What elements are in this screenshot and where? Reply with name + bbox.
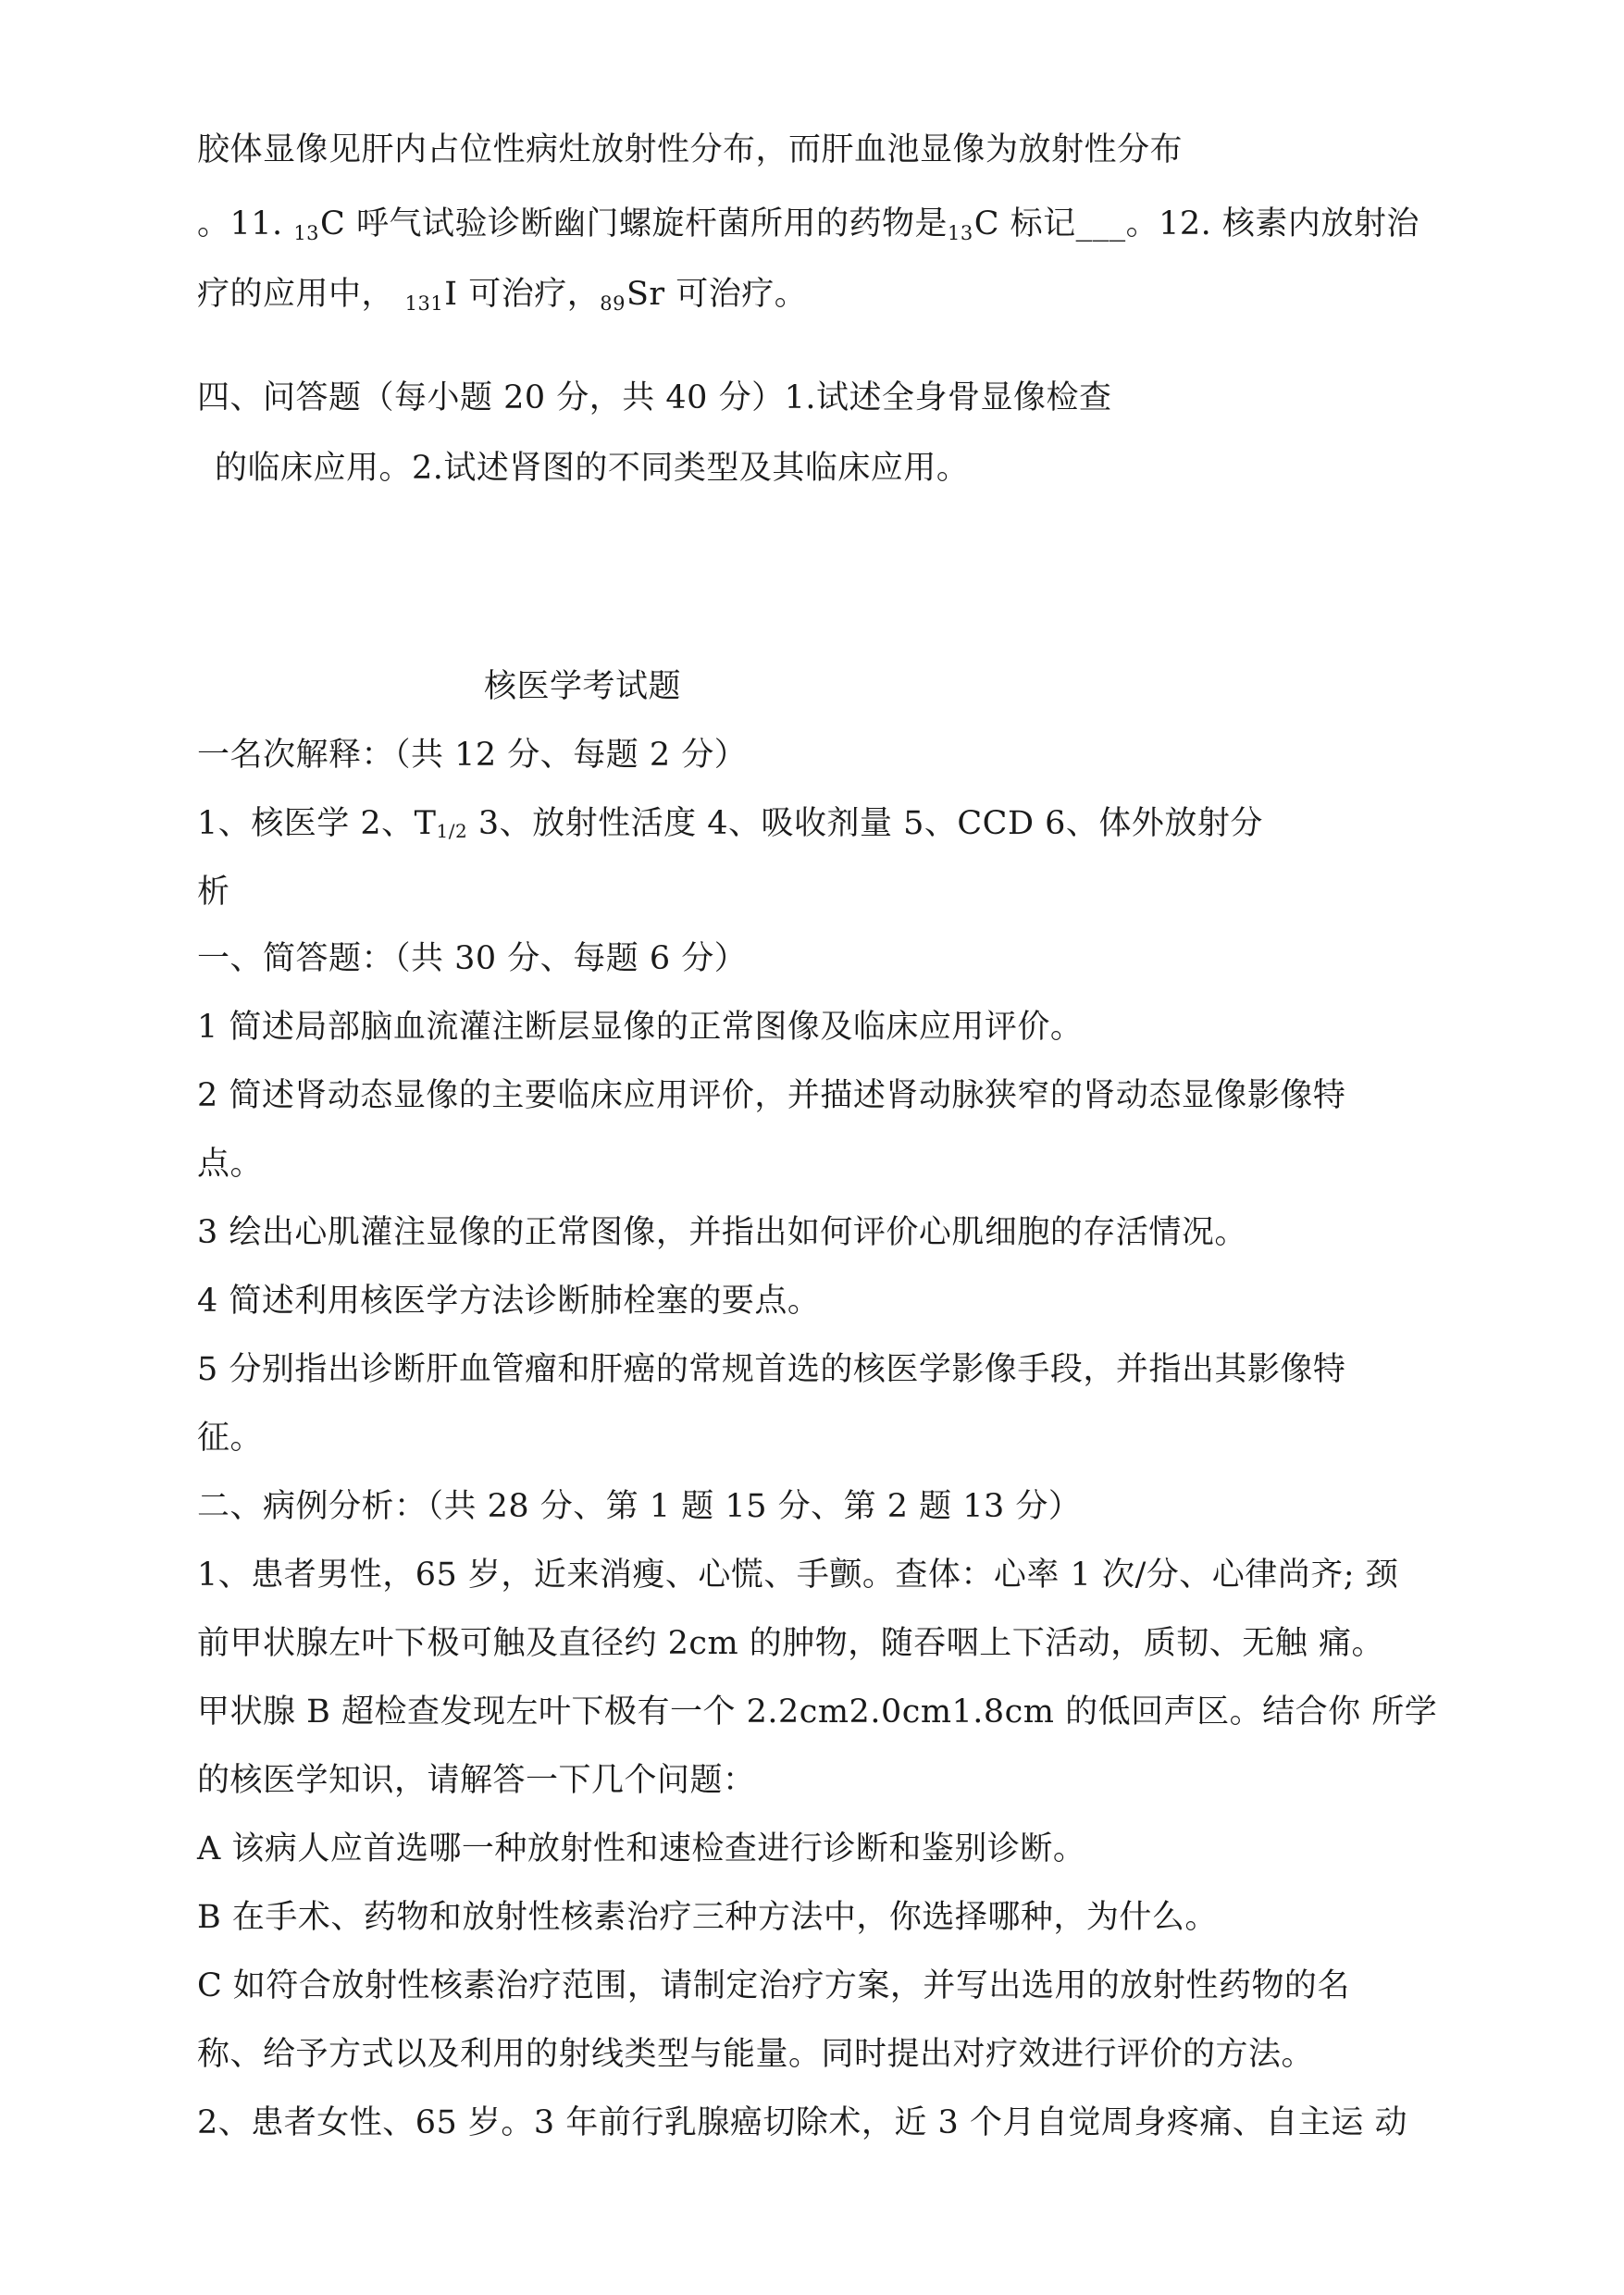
case-text: 前甲状腺左叶下极可触及直径约 2cm 的肿物，随吞咽上下活动，质韧、无触 痛。: [197, 1625, 1384, 1662]
case-text: 的核医学知识，请解答一下几个问题：: [197, 1762, 756, 1799]
text-line: 称、给予方式以及利用的射线类型与能量。同时提出对疗效进行评价的方法。: [197, 2036, 1315, 2073]
text-line: 的临床应用。2.试述肾图的不同类型及其临床应用。: [215, 450, 970, 487]
question-item: 1 简述局部脑血流灌注断层显像的正常图像及临床应用评价。: [197, 1009, 1084, 1046]
case-text: 甲状腺 B 超检查发现左叶下极有一个 2.2cm2.0cm1.8cm 的低回声区。结合你 所学: [197, 1693, 1438, 1731]
text-segment: 。11.: [197, 205, 283, 242]
text-segment: C 标记___。12. 核素内放射治: [973, 205, 1419, 242]
text-segment: 疗的应用中，: [197, 276, 395, 313]
question-item: 5 分别指出诊断肝血管瘤和肝癌的常规首选的核医学影像手段，并指出其影像特: [197, 1351, 1346, 1388]
question-item: 2 简述肾动态显像的主要临床应用评价，并描述肾动脉狭窄的肾动态显像影像特: [197, 1077, 1346, 1114]
question-item: A 该病人应首选哪一种放射性和速检查进行诊断和鉴别诊断。: [197, 1830, 1086, 1867]
text-line: [197, 274, 807, 324]
isotope-mass-number: 13: [947, 222, 973, 244]
text-segment: Sr 可治疗。: [626, 276, 808, 313]
isotope-mass-number: 131: [404, 292, 444, 315]
text-segment: 3、放射性活度 4、吸收剂量 5、CCD 6、体外放射分: [467, 805, 1263, 842]
question-item: 4 简述利用核医学方法诊断肺栓塞的要点。: [197, 1283, 821, 1320]
question-item: B 在手术、药物和放射性核素治疗三种方法中，你选择哪种，为什么。: [197, 1899, 1218, 1936]
text-segment: I 可治疗，: [444, 276, 601, 313]
case-text: 2、患者女性、65 岁。3 年前行乳腺癌切除术，近 3 个月自觉周身疼痛、自主运 动: [197, 2104, 1407, 2141]
question-item: C 如符合放射性核素治疗范围，请制定治疗方案，并写出选用的放射性药物的名: [197, 1967, 1350, 2004]
text-line: 析: [197, 874, 230, 911]
isotope-mass-number: 13: [293, 222, 320, 244]
text-line: [197, 803, 1263, 851]
text-line: 征。: [197, 1420, 264, 1457]
question-item: 3 绘出心肌灌注显像的正常图像，并指出如何评价心肌细胞的存活情况。: [197, 1214, 1247, 1251]
isotope-mass-number: 89: [600, 292, 626, 315]
section-heading: 四、问答题（每小题 20 分，共 40 分）1.试述全身骨显像检查: [197, 379, 1112, 416]
exam-title: 核医学考试题: [484, 668, 682, 705]
section-heading: 一名次解释：（共 12 分、每题 2 分）: [197, 737, 748, 774]
text-segment: 1、核医学 2、T: [197, 805, 437, 842]
case-text: 1、患者男性，65 岁，近来消瘦、心慌、手颤。查体：心率 1 次/分、心律尚齐; 颈: [197, 1557, 1399, 1594]
subscript: 1/2: [436, 820, 468, 842]
section-heading: 二、病例分析：（共 28 分、第 1 题 15 分、第 2 题 13 分）: [197, 1488, 1082, 1525]
text-line: [197, 204, 1419, 254]
text-segment: C 呼气试验诊断幽门螺旋杆菌所用的药物是: [320, 205, 948, 242]
text-line: 胶体显像见肝内占位性病灶放射性分布，而肝血池显像为放射性分布: [197, 131, 1184, 168]
text-line: 点。: [197, 1146, 264, 1183]
section-heading: 一、简答题：（共 30 分、每题 6 分）: [197, 940, 748, 977]
